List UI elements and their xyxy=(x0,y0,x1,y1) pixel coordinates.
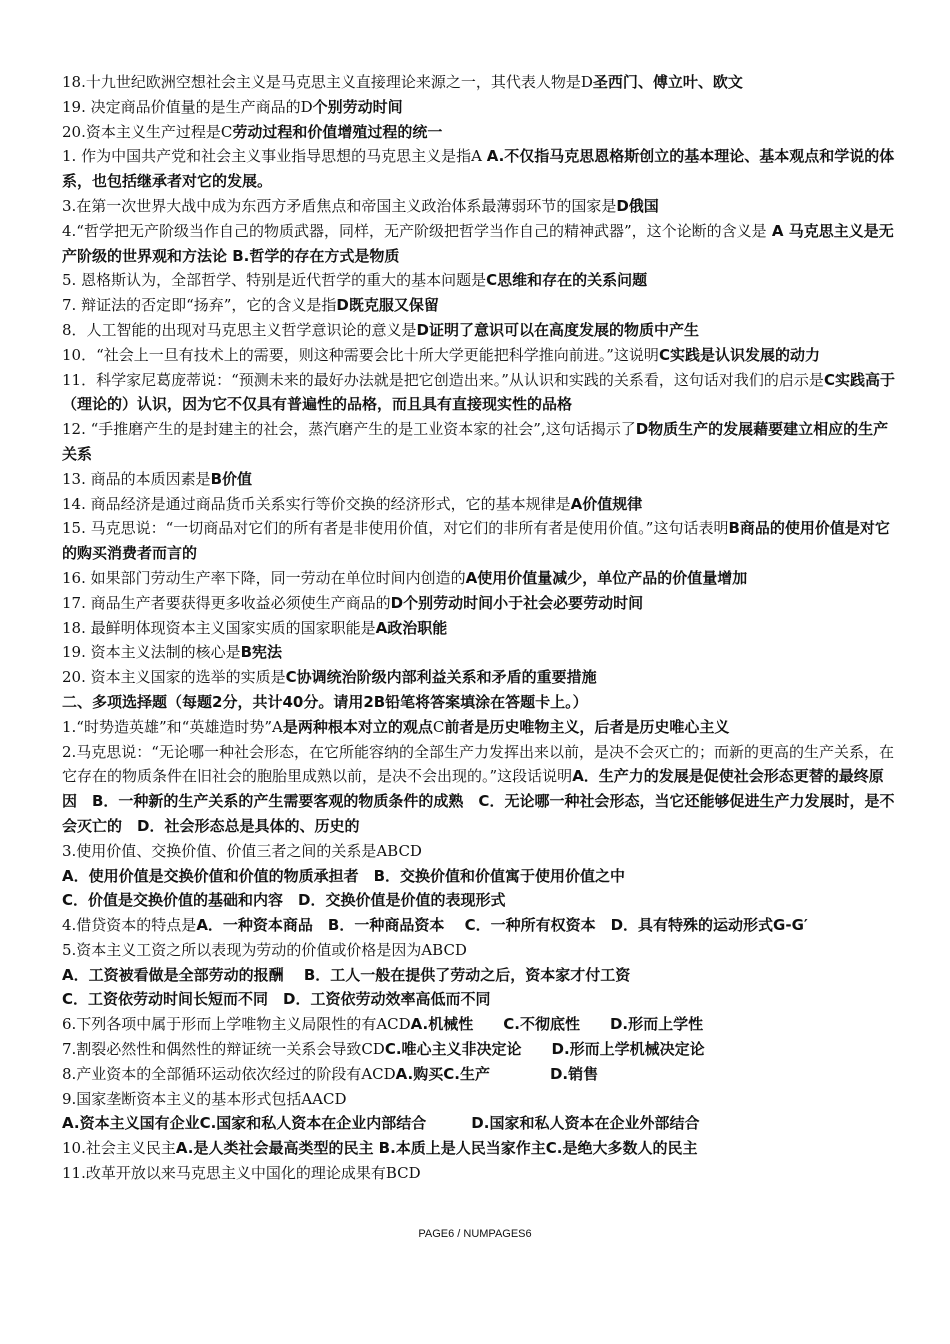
text-line: 17. 商品生产者要获得更多收益必须使生产商品的D个别劳动时间小于社会必要劳动时间 xyxy=(62,593,644,612)
document-page xyxy=(62,70,898,1186)
text-line: A．工资被看做是全部劳动的报酬 B．工人一般在提供了劳动之后，资本家才付工资 xyxy=(62,965,631,984)
text-line: 20.资本主义生产过程是C劳动过程和价值增殖过程的统一 xyxy=(62,122,443,141)
text-line: A．使用价值是交换价值和价值的物质承担者 B．交换价值和价值寓于使用价值之中 xyxy=(62,866,626,885)
text-line: 19. 决定商品价值量的是生产商品的D个别劳动时间 xyxy=(62,97,403,116)
text-line: 1. 作为中国共产党和社会主义事业指导思想的马克思主义是指A A.不仅指马克思恩格斯创立的基本理论、基本观点和学说的体系，也包括继承者对它的发展。 xyxy=(62,147,895,191)
text-line: 6.下列各项中属于形而上学唯物主义局限性的有ACDA.机械性 C.不彻底性 D.形而上学性 xyxy=(62,1015,704,1034)
text-line: 5.资本主义工资之所以表现为劳动的价值或价格是因为ABCD xyxy=(62,940,467,959)
text-line: 10.社会主义民主A.是人类社会最高类型的民主 B.本质上是人民当家作主C.是绝大多数人的民主 xyxy=(62,1139,698,1158)
text-line: C．工资依劳动时间长短而不同 D．工资依劳动效率高低而不同 xyxy=(62,990,491,1009)
text-line: 18.十九世纪欧洲空想社会主义是马克思主义直接理论来源之一，其代表人物是D圣西门、傅立叶、欧文 xyxy=(62,73,743,91)
text-line: 12. “手推磨产生的是封建主的社会，蒸汽磨产生的是工业资本家的社会”,这句话揭示了D物质生产的发展藉要建立相应的生产关系 xyxy=(62,420,889,463)
text-line: A.资本主义国有企业C.国家和私人资本在企业内部结合 D.国家和私人资本在企业外部结合 xyxy=(62,1114,700,1133)
text-line: 10．“社会上一旦有技术上的需要，则这种需要会比十所大学更能把科学推向前进。”这说明C实践是认识发展的动力 xyxy=(62,345,820,364)
text-line: 7.割裂必然性和偶然性的辩证统一关系会导致CDC.唯心主义非决定论 D.形而上学机械决定论 xyxy=(62,1040,705,1059)
section-heading: 二、多项选择题（每题2分，共计40分。请用2B铅笔将答案填涂在答题卡上。） xyxy=(62,692,588,711)
text-line: 11.改革开放以来马克思主义中国化的理论成果有BCD xyxy=(62,1164,421,1183)
text-line: 5. 恩格斯认为，全部哲学、特别是近代哲学的重大的基本问题是C思维和存在的关系问题 xyxy=(62,271,648,290)
text-line: 14. 商品经济是通过商品货币关系实行等价交换的经济形式，它的基本规律是A价值规律 xyxy=(62,494,643,513)
text-line: 1.“时势造英雄”和“英雄造时势”A是两种根本对立的观点C前者是历史唯物主义，后者是历史唯心主义 xyxy=(62,717,730,736)
text-line: 4.借贷资本的特点是A．一种资本商品 B．一种商品资本 C．一种所有权资本 D．具有特殊的运动形式G-G′ xyxy=(62,916,808,935)
text-line: 20. 资本主义国家的选举的实质是C协调统治阶级内部利益关系和矛盾的重要措施 xyxy=(62,668,597,687)
text-line: 3.使用价值、交换价值、价值三者之间的关系是ABCD xyxy=(62,841,422,860)
text-line: 8.产业资本的全部循环运动依次经过的阶段有ACDA.购买C.生产 D.销售 xyxy=(62,1064,599,1083)
text-line: 3.在第一次世界大战中成为东西方矛盾焦点和帝国主义政治体系最薄弱环节的国家是D俄国 xyxy=(62,196,659,215)
text-line: 9.国家垄断资本主义的基本形式包括AACD xyxy=(62,1089,347,1108)
text-line: 18. 最鲜明体现资本主义国家实质的国家职能是A政治职能 xyxy=(62,618,448,637)
text-line: 7. 辩证法的否定即“扬弃”，它的含义是指D既克服又保留 xyxy=(62,296,439,315)
text-line: 13. 商品的本质因素是B价值 xyxy=(62,469,253,488)
text-line: 11．科学家尼葛庞蒂说：“预测未来的最好办法就是把它创造出来。”从认识和实践的关系看，这句话对我们的启示是C实践高于（理论的）认识，因为它不仅具有普遍性的品格，而且具有直接现实性的品格 xyxy=(62,370,895,414)
text-line: 19. 资本主义法制的核心是B宪法 xyxy=(62,643,283,662)
page-footer: PAGE6 / NUMPAGES6 xyxy=(418,1228,532,1240)
text-line: 16. 如果部门劳动生产率下降，同一劳动在单位时间内创造的A使用价值量减少，单位产品的价值量增加 xyxy=(62,568,748,587)
text-line: 4.“哲学把无产阶级当作自己的物质武器，同样，无产阶级把哲学当作自己的精神武器”，这个论断的含义是 A 马克思主义是无产阶级的世界观和方法论 B.哲学的存在方式是物质 xyxy=(62,221,894,265)
text-line: C．价值是交换价值的基础和内容 D．交换价值是价值的表现形式 xyxy=(62,891,506,910)
text-line: 2.马克思说：“无论哪一种社会形态，在它所能容纳的全部生产力发挥出来以前，是决不会灭亡的；而新的更高的生产关系，在它存在的物质条件在旧社会的胞胎里成熟以前，是决不会出现的。”这段话说明A．生产力的发展是促使社会形态更替的最终原因 B．一种新的生产关系的产生需要客观的物质条件的成熟 C．无论哪一种社会形态，当它还能够促进生产力发展时，是不会灭亡的 D．社会形态总是具体的、历史的 xyxy=(62,742,895,835)
text-line: 15. 马克思说：“一切商品对它们的所有者是非使用价值，对它们的非所有者是使用价值。”这句话表明B商品的使用价值是对它的购买消费者而言的 xyxy=(62,519,890,563)
text-line: 8．人工智能的出现对马克思主义哲学意识论的意义是D证明了意识可以在高度发展的物质中产生 xyxy=(62,320,699,339)
